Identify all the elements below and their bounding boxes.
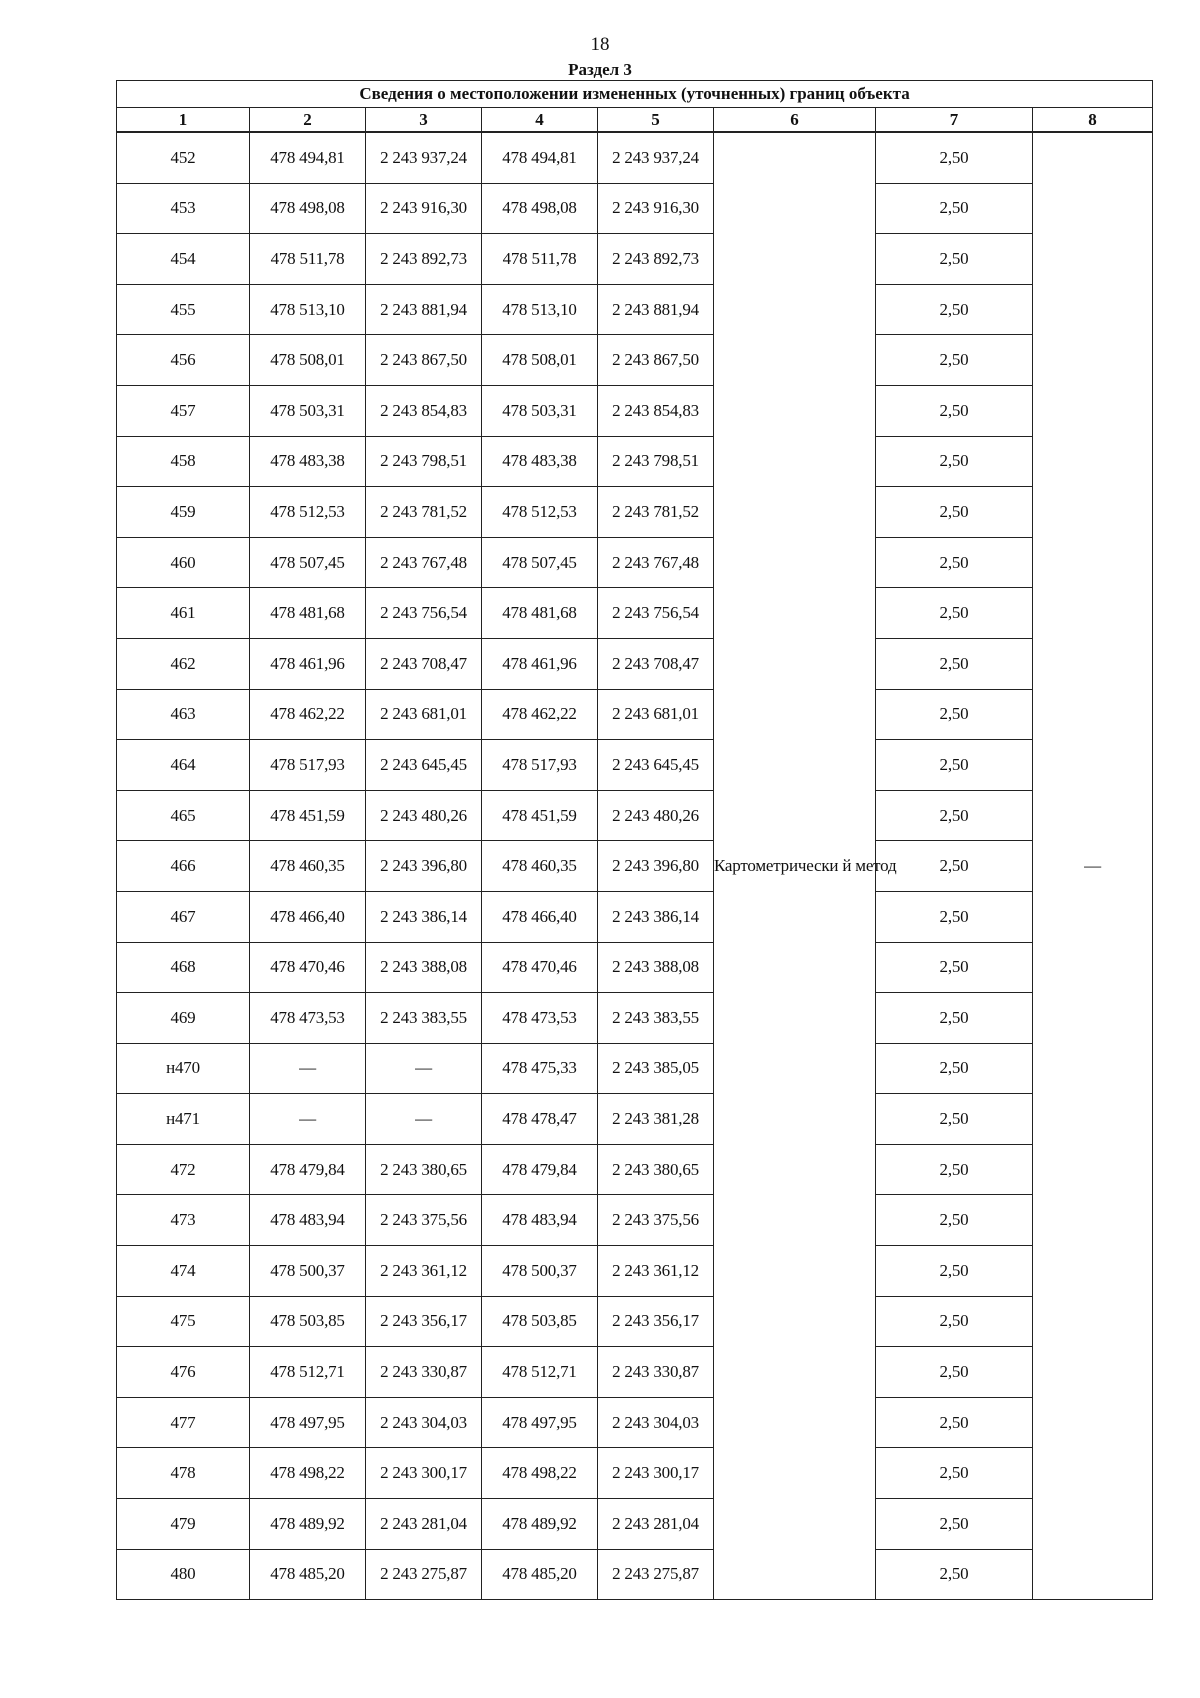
cell-y1: 2 243 781,52	[366, 487, 482, 538]
cell-x1: 478 512,71	[250, 1347, 366, 1398]
cell-n: 452	[117, 132, 250, 183]
cell-accuracy: 2,50	[876, 1499, 1033, 1550]
cell-y2: 2 243 708,47	[598, 638, 714, 689]
cell-n: 474	[117, 1246, 250, 1297]
cell-accuracy: 2,50	[876, 234, 1033, 285]
cell-x2: 478 461,96	[482, 638, 598, 689]
cell-x1: 478 511,78	[250, 234, 366, 285]
cell-x1: 478 481,68	[250, 588, 366, 639]
cell-y2: 2 243 388,08	[598, 942, 714, 993]
coordinates-table	[116, 80, 1153, 1600]
cell-y1: 2 243 375,56	[366, 1195, 482, 1246]
cell-x1: 478 466,40	[250, 891, 366, 942]
cell-n: 468	[117, 942, 250, 993]
cell-n: 473	[117, 1195, 250, 1246]
cell-y2: 2 243 480,26	[598, 790, 714, 841]
column-number: 7	[876, 108, 1033, 133]
cell-x2: 478 451,59	[482, 790, 598, 841]
table-row	[117, 1499, 1153, 1550]
cell-x2: 478 479,84	[482, 1144, 598, 1195]
page-number: 18	[590, 34, 610, 55]
cell-y2: 2 243 396,80	[598, 841, 714, 892]
cell-y2: 2 243 681,01	[598, 689, 714, 740]
column-number: 1	[117, 108, 250, 133]
cell-x2: 478 483,94	[482, 1195, 598, 1246]
cell-y1: 2 243 356,17	[366, 1296, 482, 1347]
cell-n: 457	[117, 385, 250, 436]
cell-n: 466	[117, 841, 250, 892]
cell-accuracy: 2,50	[876, 385, 1033, 436]
cell-y1: 2 243 480,26	[366, 790, 482, 841]
table-row	[117, 487, 1153, 538]
cell-x2: 478 494,81	[482, 132, 598, 183]
table-row	[117, 385, 1153, 436]
cell-accuracy: 2,50	[876, 1397, 1033, 1448]
cell-x1: 478 483,38	[250, 436, 366, 487]
cell-x2: 478 517,93	[482, 740, 598, 791]
cell-accuracy: 2,50	[876, 1195, 1033, 1246]
cell-n: 476	[117, 1347, 250, 1398]
cell-accuracy: 2,50	[876, 993, 1033, 1044]
cell-x2: 478 512,71	[482, 1347, 598, 1398]
cell-y1: 2 243 380,65	[366, 1144, 482, 1195]
cell-y1: 2 243 767,48	[366, 537, 482, 588]
cell-x1: 478 498,08	[250, 183, 366, 234]
cell-x2: 478 489,92	[482, 1499, 598, 1550]
table-row	[117, 234, 1153, 285]
cell-accuracy: 2,50	[876, 436, 1033, 487]
cell-y1: 2 243 881,94	[366, 284, 482, 335]
cell-y2: 2 243 383,55	[598, 993, 714, 1044]
cell-y2: 2 243 867,50	[598, 335, 714, 386]
cell-y2: 2 243 381,28	[598, 1094, 714, 1145]
table-row	[117, 335, 1153, 386]
cell-accuracy: 2,50	[876, 1296, 1033, 1347]
cell-x1: —	[250, 1094, 366, 1145]
cell-y1: 2 243 681,01	[366, 689, 482, 740]
cell-x1: 478 497,95	[250, 1397, 366, 1448]
column-numbers-row	[117, 108, 1153, 133]
cell-n: 460	[117, 537, 250, 588]
cell-y2: 2 243 386,14	[598, 891, 714, 942]
cell-x1: 478 473,53	[250, 993, 366, 1044]
cell-y1: —	[366, 1043, 482, 1094]
cell-accuracy: 2,50	[876, 689, 1033, 740]
cell-accuracy: 2,50	[876, 1448, 1033, 1499]
table-row	[117, 638, 1153, 689]
column-number: 2	[250, 108, 366, 133]
cell-y2: 2 243 767,48	[598, 537, 714, 588]
cell-accuracy: 2,50	[876, 1043, 1033, 1094]
cell-y2: 2 243 937,24	[598, 132, 714, 183]
table-row	[117, 183, 1153, 234]
cell-y2: 2 243 300,17	[598, 1448, 714, 1499]
cell-accuracy: 2,50	[876, 487, 1033, 538]
cell-x2: 478 503,85	[482, 1296, 598, 1347]
table-row	[117, 436, 1153, 487]
table-row	[117, 1246, 1153, 1297]
cell-x1: 478 494,81	[250, 132, 366, 183]
cell-y2: 2 243 798,51	[598, 436, 714, 487]
cell-y2: 2 243 892,73	[598, 234, 714, 285]
cell-n: н470	[117, 1043, 250, 1094]
cell-x1: 478 513,10	[250, 284, 366, 335]
section-title: Раздел 3	[568, 60, 632, 79]
cell-n: 478	[117, 1448, 250, 1499]
cell-y1: 2 243 300,17	[366, 1448, 482, 1499]
cell-n: 469	[117, 993, 250, 1044]
cell-x1: 478 470,46	[250, 942, 366, 993]
cell-x1: 478 462,22	[250, 689, 366, 740]
table-row	[117, 891, 1153, 942]
cell-y1: 2 243 798,51	[366, 436, 482, 487]
cell-accuracy: 2,50	[876, 740, 1033, 791]
cell-y1: 2 243 756,54	[366, 588, 482, 639]
cell-x2: 478 485,20	[482, 1549, 598, 1600]
cell-y1: 2 243 281,04	[366, 1499, 482, 1550]
cell-y1: 2 243 383,55	[366, 993, 482, 1044]
table-body	[117, 132, 1153, 1600]
cell-x1: 478 451,59	[250, 790, 366, 841]
cell-accuracy: 2,50	[876, 1094, 1033, 1145]
cell-y2: 2 243 330,87	[598, 1347, 714, 1398]
cell-y1: 2 243 937,24	[366, 132, 482, 183]
cell-y1: 2 243 330,87	[366, 1347, 482, 1398]
column-8-cell: —	[1033, 132, 1153, 1600]
cell-n: 458	[117, 436, 250, 487]
cell-y1: 2 243 916,30	[366, 183, 482, 234]
cell-accuracy: 2,50	[876, 790, 1033, 841]
cell-n: 472	[117, 1144, 250, 1195]
table-row	[117, 588, 1153, 639]
cell-n: 479	[117, 1499, 250, 1550]
cell-y2: 2 243 385,05	[598, 1043, 714, 1094]
cell-y1: 2 243 645,45	[366, 740, 482, 791]
cell-accuracy: 2,50	[876, 1549, 1033, 1600]
cell-n: 461	[117, 588, 250, 639]
cell-n: 453	[117, 183, 250, 234]
table-row	[117, 740, 1153, 791]
table-row	[117, 1195, 1153, 1246]
cell-y2: 2 243 854,83	[598, 385, 714, 436]
cell-n: 464	[117, 740, 250, 791]
table-row	[117, 993, 1153, 1044]
table-row	[117, 1144, 1153, 1195]
cell-x2: 478 508,01	[482, 335, 598, 386]
cell-accuracy: 2,50	[876, 1347, 1033, 1398]
cell-x2: 478 500,37	[482, 1246, 598, 1297]
cell-y2: 2 243 281,04	[598, 1499, 714, 1550]
column-number: 5	[598, 108, 714, 133]
cell-n: 477	[117, 1397, 250, 1448]
cell-x2: 478 483,38	[482, 436, 598, 487]
cell-accuracy: 2,50	[876, 284, 1033, 335]
cell-y1: 2 243 275,87	[366, 1549, 482, 1600]
cell-n: н471	[117, 1094, 250, 1145]
table-row	[117, 1448, 1153, 1499]
cell-y1: 2 243 867,50	[366, 335, 482, 386]
cell-y2: 2 243 304,03	[598, 1397, 714, 1448]
cell-y1: 2 243 386,14	[366, 891, 482, 942]
column-number: 4	[482, 108, 598, 133]
cell-n: 455	[117, 284, 250, 335]
column-number: 8	[1033, 108, 1153, 133]
table-row	[117, 942, 1153, 993]
cell-n: 459	[117, 487, 250, 538]
cell-x1: 478 460,35	[250, 841, 366, 892]
cell-x1: —	[250, 1043, 366, 1094]
cell-accuracy: 2,50	[876, 942, 1033, 993]
table-row	[117, 132, 1153, 183]
table-row	[117, 1397, 1153, 1448]
cell-accuracy: 2,50	[876, 537, 1033, 588]
cell-x1: 478 508,01	[250, 335, 366, 386]
cell-accuracy: 2,50	[876, 335, 1033, 386]
table-row	[117, 841, 1153, 892]
cell-y2: 2 243 781,52	[598, 487, 714, 538]
table-row	[117, 689, 1153, 740]
cell-y2: 2 243 380,65	[598, 1144, 714, 1195]
cell-y2: 2 243 356,17	[598, 1296, 714, 1347]
cell-y2: 2 243 275,87	[598, 1549, 714, 1600]
table-row	[117, 1347, 1153, 1398]
cell-x1: 478 512,53	[250, 487, 366, 538]
cell-y2: 2 243 645,45	[598, 740, 714, 791]
cell-x2: 478 513,10	[482, 284, 598, 335]
table-row	[117, 1094, 1153, 1145]
cell-x1: 478 461,96	[250, 638, 366, 689]
column-number: 3	[366, 108, 482, 133]
cell-x1: 478 483,94	[250, 1195, 366, 1246]
cell-n: 463	[117, 689, 250, 740]
cell-x1: 478 503,31	[250, 385, 366, 436]
cell-y1: 2 243 388,08	[366, 942, 482, 993]
cell-y1: 2 243 396,80	[366, 841, 482, 892]
cell-x1: 478 500,37	[250, 1246, 366, 1297]
cell-accuracy: 2,50	[876, 891, 1033, 942]
cell-x1: 478 479,84	[250, 1144, 366, 1195]
cell-y1: 2 243 854,83	[366, 385, 482, 436]
cell-n: 454	[117, 234, 250, 285]
cell-x2: 478 473,53	[482, 993, 598, 1044]
table-row	[117, 790, 1153, 841]
cell-x2: 478 512,53	[482, 487, 598, 538]
cell-x1: 478 503,85	[250, 1296, 366, 1347]
cell-y2: 2 243 756,54	[598, 588, 714, 639]
cell-n: 480	[117, 1549, 250, 1600]
method-cell: Картометрически й метод	[714, 132, 876, 1600]
cell-x2: 478 478,47	[482, 1094, 598, 1145]
table-row	[117, 1043, 1153, 1094]
cell-y2: 2 243 375,56	[598, 1195, 714, 1246]
cell-n: 467	[117, 891, 250, 942]
cell-y2: 2 243 361,12	[598, 1246, 714, 1297]
cell-accuracy: 2,50	[876, 183, 1033, 234]
cell-x2: 478 503,31	[482, 385, 598, 436]
cell-y2: 2 243 916,30	[598, 183, 714, 234]
cell-accuracy: 2,50	[876, 1144, 1033, 1195]
table-row	[117, 537, 1153, 588]
cell-x2: 478 498,22	[482, 1448, 598, 1499]
cell-x2: 478 498,08	[482, 183, 598, 234]
cell-x2: 478 466,40	[482, 891, 598, 942]
cell-n: 475	[117, 1296, 250, 1347]
table-row	[117, 1296, 1153, 1347]
cell-x2: 478 460,35	[482, 841, 598, 892]
cell-y1: 2 243 304,03	[366, 1397, 482, 1448]
cell-x2: 478 511,78	[482, 234, 598, 285]
cell-x2: 478 475,33	[482, 1043, 598, 1094]
cell-accuracy: 2,50	[876, 638, 1033, 689]
cell-accuracy: 2,50	[876, 132, 1033, 183]
cell-n: 465	[117, 790, 250, 841]
cell-y1: 2 243 708,47	[366, 638, 482, 689]
cell-x1: 478 498,22	[250, 1448, 366, 1499]
cell-accuracy: 2,50	[876, 1246, 1033, 1297]
cell-accuracy: 2,50	[876, 841, 1033, 892]
cell-x1: 478 507,45	[250, 537, 366, 588]
table-caption: Сведения о местоположении измененных (уточненных) границ объекта	[117, 81, 1153, 108]
cell-x2: 478 481,68	[482, 588, 598, 639]
cell-y1: 2 243 361,12	[366, 1246, 482, 1297]
cell-n: 462	[117, 638, 250, 689]
column-number: 6	[714, 108, 876, 133]
cell-x1: 478 489,92	[250, 1499, 366, 1550]
cell-x2: 478 470,46	[482, 942, 598, 993]
table-row	[117, 1549, 1153, 1600]
cell-x2: 478 497,95	[482, 1397, 598, 1448]
cell-accuracy: 2,50	[876, 588, 1033, 639]
cell-x1: 478 485,20	[250, 1549, 366, 1600]
cell-y1: —	[366, 1094, 482, 1145]
table-row	[117, 284, 1153, 335]
cell-x2: 478 462,22	[482, 689, 598, 740]
cell-y2: 2 243 881,94	[598, 284, 714, 335]
cell-x2: 478 507,45	[482, 537, 598, 588]
cell-x1: 478 517,93	[250, 740, 366, 791]
cell-y1: 2 243 892,73	[366, 234, 482, 285]
cell-n: 456	[117, 335, 250, 386]
